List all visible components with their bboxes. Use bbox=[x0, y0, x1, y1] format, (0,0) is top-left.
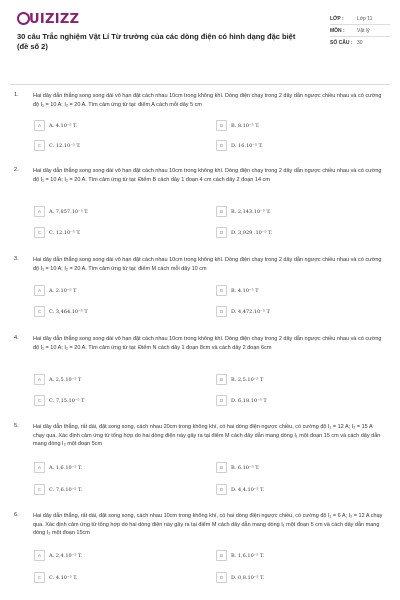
option-letter-box: D bbox=[216, 227, 227, 238]
logo-q-icon bbox=[17, 12, 30, 25]
quizizz-logo bbox=[17, 12, 79, 27]
option-b[interactable] bbox=[216, 120, 386, 131]
question-text: Hai dây dẫn thẳng song song dài vô hạn đặt cách nhau 10cm trong không khí. Dòng điện chạy trong 2 dây dẫn ngược chiều nhau và có cường độ I₁ = 10 A; I₂ = 20 A. Tìm cảm ứng từ tại: Điểm N cách dây 1 đoạn 8cm và cách dây 2 đoạn 6cm bbox=[33, 336, 382, 351]
option-a[interactable] bbox=[34, 120, 204, 131]
option-text: B. 8.10⁻⁵ T. bbox=[231, 122, 260, 129]
option-text: D. 3,929 .10⁻⁵ T. bbox=[231, 229, 273, 236]
option-text: A. 1,6.10⁻⁵ T. bbox=[49, 464, 83, 471]
option-b[interactable] bbox=[216, 285, 386, 296]
option-text: A. 2,5.10⁻⁵ T bbox=[49, 376, 82, 383]
option-d[interactable] bbox=[216, 572, 386, 583]
option-text: B. 4.10⁻⁵ T bbox=[231, 287, 259, 294]
question-number: 4. bbox=[14, 335, 19, 341]
option-d[interactable] bbox=[216, 140, 386, 151]
option-letter-box: C bbox=[34, 140, 45, 151]
option-letter-box: C bbox=[34, 484, 45, 495]
option-text: B. 2,143.10⁻⁵ T. bbox=[231, 208, 271, 215]
option-a[interactable] bbox=[34, 374, 204, 385]
option-b[interactable] bbox=[216, 462, 386, 473]
meta-key: LỚP : bbox=[330, 16, 344, 22]
question-number: 2. bbox=[14, 167, 19, 173]
logo-text: UIZIZZ bbox=[29, 12, 80, 27]
question-number: 3. bbox=[14, 256, 19, 262]
question-text: Hai dây dẫn thẳng, rất dài, đặt song song, cách nhau 10cm trong không khí, có hai dòng điện ngược chiều, có cường độ I₁ = 6 A; I₂ = 12 A chạy qua. Xác định cảm ứng từ tổng hợp do hai dòng điện này gây ra tại điểm M cách dây dẫn mang dòng I₁ một đoạn 5 cm và cách dây dẫn mang dòng I₂ một đoạn 15cm bbox=[33, 513, 383, 537]
meta-row-count bbox=[330, 40, 390, 46]
meta-key: SỐ CÂU : bbox=[330, 40, 353, 46]
meta-value: 30 bbox=[357, 40, 363, 46]
header-divider bbox=[10, 84, 390, 85]
option-letter-box: D bbox=[216, 140, 227, 151]
option-letter-box: A bbox=[34, 120, 45, 131]
option-a[interactable] bbox=[34, 550, 204, 561]
option-c[interactable] bbox=[34, 395, 204, 406]
option-b[interactable] bbox=[216, 374, 386, 385]
question-text: Hai dây dẫn thẳng, rất dài, đặt song song, cách nhau 20cm trong không khí, có hai dòng điện ngược chiều, có cường độ I₁ = 12 A; I₂ = 15 A chạy qua. Xác định cảm ứng từ tổng hợp do hai dòng điện này gây ra tại điểm M cách dây dẫn mang dòng I₁ một đoạn 15 cm và cách dây dẫn mang dòng I₂ một đoạn 5cm bbox=[33, 424, 381, 448]
option-text: C. 4.10⁻⁵ T. bbox=[49, 574, 78, 581]
option-text: D. 16.10⁻⁵ T. bbox=[231, 142, 263, 149]
option-d[interactable] bbox=[216, 484, 386, 495]
option-text: B. 1,6.10⁻⁵ T. bbox=[231, 552, 265, 559]
option-text: C. 7,15.10⁻⁵ T bbox=[49, 397, 85, 404]
option-text: B. 2,5.10⁻⁵ T bbox=[231, 376, 264, 383]
meta-key: MÔN : bbox=[330, 28, 345, 34]
option-text: A. 7,857.10⁻⁵ T. bbox=[49, 208, 89, 215]
option-letter-box: D bbox=[216, 572, 227, 583]
option-letter-box: C bbox=[34, 227, 45, 238]
meta-row-grade bbox=[330, 16, 390, 22]
question-text: Hai dây dẫn thẳng song song dài vô hạn đặt cách nhau 10cm trong không khí. Dòng điện chạy trong 2 dây dẫn ngược chiều nhau và có cường độ I₁ = 10 A; I₂ = 20 A. Tìm cảm ứng từ tại: điểm A cách mỗi dây 5 cm bbox=[33, 93, 382, 108]
option-text: C. 12.10⁻⁵ T. bbox=[49, 142, 81, 149]
meta-value: Vật lý bbox=[357, 28, 370, 34]
option-letter-box: D bbox=[216, 306, 227, 317]
option-letter-box: B bbox=[216, 206, 227, 217]
option-a[interactable] bbox=[34, 206, 204, 217]
meta-row-subject bbox=[330, 28, 390, 34]
option-letter-box: B bbox=[216, 120, 227, 131]
option-letter-box: A bbox=[34, 550, 45, 561]
option-d[interactable] bbox=[216, 395, 386, 406]
quiz-meta bbox=[330, 16, 390, 46]
option-c[interactable] bbox=[34, 227, 204, 238]
page-header bbox=[0, 0, 400, 80]
option-letter-box: A bbox=[34, 374, 45, 385]
option-letter-box: C bbox=[34, 572, 45, 583]
option-text: B. 6.10⁻⁵ T. bbox=[231, 464, 260, 471]
option-letter-box: A bbox=[34, 206, 45, 217]
option-letter-box: D bbox=[216, 395, 227, 406]
option-text: C. 7,6.10⁻⁵ T. bbox=[49, 486, 83, 493]
option-letter-box: B bbox=[216, 462, 227, 473]
meta-value: Lớp 11 bbox=[357, 16, 373, 22]
question-number: 1. bbox=[14, 92, 19, 98]
meta-divider bbox=[330, 24, 390, 25]
option-a[interactable] bbox=[34, 285, 204, 296]
option-text: A. 2,4.10⁻⁵ T. bbox=[49, 552, 83, 559]
option-c[interactable] bbox=[34, 140, 204, 151]
option-text: A. 2.10⁻⁵ T bbox=[49, 287, 77, 294]
option-letter-box: C bbox=[34, 395, 45, 406]
option-b[interactable] bbox=[216, 206, 386, 217]
option-c[interactable] bbox=[34, 306, 204, 317]
option-letter-box: B bbox=[216, 285, 227, 296]
option-text: D. 4,472.10⁻⁵ T bbox=[231, 308, 270, 315]
option-text: D. 6,18.10⁻⁵ T bbox=[231, 397, 267, 404]
option-b[interactable] bbox=[216, 550, 386, 561]
question-number: 6. bbox=[14, 512, 19, 518]
option-d[interactable] bbox=[216, 227, 386, 238]
option-text: D. 0,8.10⁻⁵ T. bbox=[231, 574, 265, 581]
option-a[interactable] bbox=[34, 462, 204, 473]
option-d[interactable] bbox=[216, 306, 386, 317]
option-letter-box: A bbox=[34, 462, 45, 473]
option-letter-box: D bbox=[216, 484, 227, 495]
question-text: Hai dây dẫn thẳng song song dài vô hạn đặt cách nhau 10cm trong không khí. Dòng điện chạy trong 2 dây dẫn ngược chiều nhau và có cường độ I₁ = 10 A; I₂ = 20 A. Tìm cảm ứng từ tại: điểm M cách mỗi dây 10 cm bbox=[33, 257, 382, 272]
option-letter-box: B bbox=[216, 374, 227, 385]
option-text: C. 3,464.10⁻⁵ T bbox=[49, 308, 88, 315]
option-letter-box: A bbox=[34, 285, 45, 296]
option-text: A. 4.10⁻⁵ T. bbox=[49, 122, 78, 129]
option-c[interactable] bbox=[34, 572, 204, 583]
option-letter-box: C bbox=[34, 306, 45, 317]
quiz-title: 30 câu Trắc nghiệm Vật Lí Từ trường của các dòng điện có hình dạng đặc biệt (đề số 2) bbox=[17, 32, 296, 51]
question-number: 5. bbox=[14, 423, 19, 429]
option-letter-box: B bbox=[216, 550, 227, 561]
option-c[interactable] bbox=[34, 484, 204, 495]
meta-divider bbox=[330, 36, 390, 37]
option-text: C. 12.10⁻⁵ T. bbox=[49, 229, 81, 236]
question-text: Hai dây dẫn thẳng song song dài vô hạn đặt cách nhau 10cm trong không khí. Dòng điện chạy trong 2 dây dẫn ngược chiều nhau và có cường độ I₁ = 10 A; I₂ = 20 A. Tìm cảm ứng từ tại: Điểm B cách dây 1 đoạn 4 cm cách dây 2 đoạn 14 cm bbox=[33, 168, 382, 183]
option-text: D. 4,4.10⁻⁵ T. bbox=[231, 486, 265, 493]
